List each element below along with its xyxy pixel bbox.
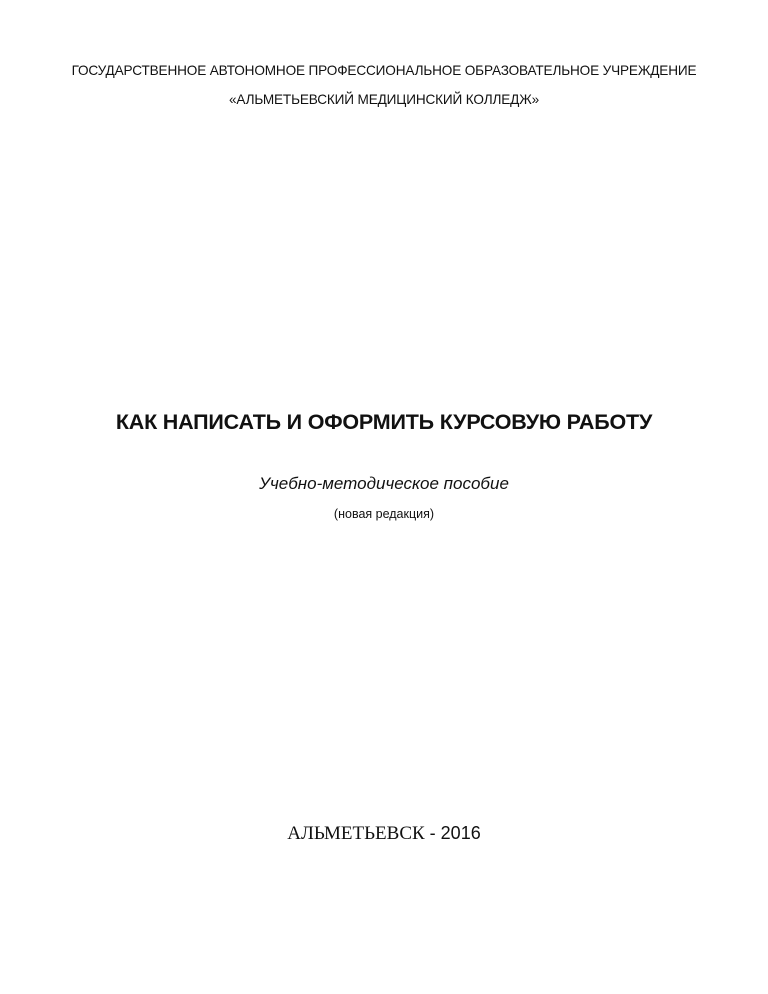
document-title: КАК НАПИСАТЬ И ОФОРМИТЬ КУРСОВУЮ РАБОТУ — [115, 410, 653, 434]
document-subtitle: Учебно-методическое пособие — [259, 474, 509, 493]
city-year-separator: - — [424, 823, 441, 843]
publication-year: 2016 — [440, 823, 481, 843]
city-name: АЛЬМЕТЬЕВСК — [287, 823, 425, 844]
city-year — [0, 823, 768, 845]
institution-name-line-2: «АЛЬМЕТЬЕВСКИЙ МЕДИЦИНСКИЙ КОЛЛЕДЖ» — [228, 92, 540, 107]
institution-name-line-1: ГОСУДАРСТВЕННОЕ АВТОНОМНОЕ ПРОФЕССИОНАЛЬНОЕ ОБРАЗОВАТЕЛЬНОЕ УЧРЕЖДЕНИЕ — [71, 63, 697, 78]
edition-note: (новая редакция) — [333, 507, 435, 521]
